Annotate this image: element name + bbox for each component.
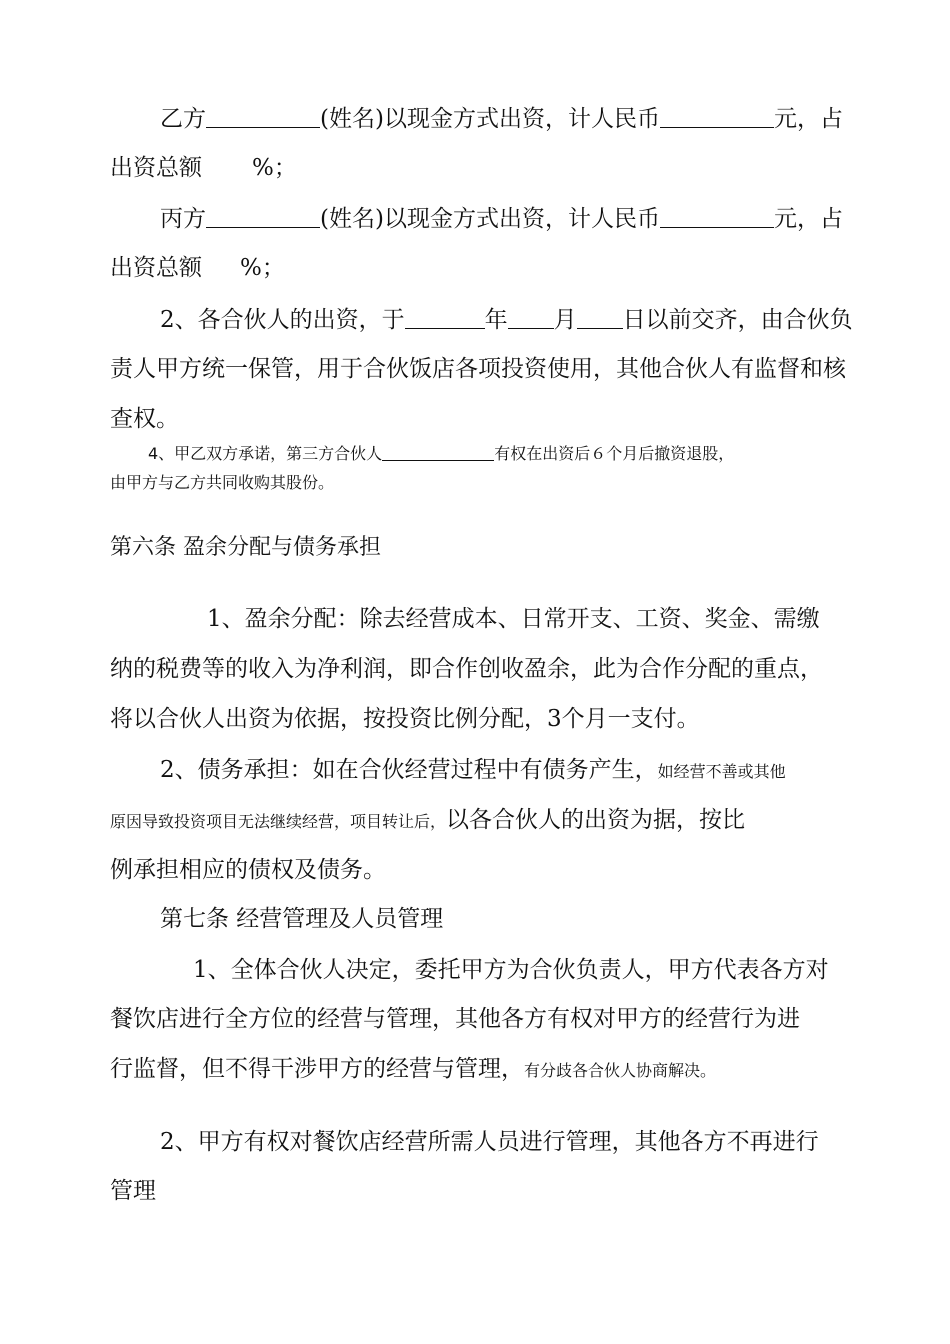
bing-name-blank[interactable] [206, 203, 320, 228]
article6-p1-line1: 1、盈余分配：除去经营成本、日常开支、工资、奖金、需缴 [207, 606, 820, 632]
yi-share-percent: %； [252, 155, 297, 181]
item2-month: 月 [553, 307, 577, 333]
article7-p1-l3b: 有分歧各合伙人协商解决。 [524, 1061, 717, 1080]
article7-p2-line1: 2、甲方有权对餐饮店经营所需人员进行管理，其他各方不再进行 [160, 1129, 819, 1155]
item2-line2: 责人甲方统一保管，用于合伙饭店各项投资使用，其他合伙人有监督和核 [110, 356, 846, 382]
article6-title: 第六条 盈余分配与债务承担 [110, 535, 381, 560]
article6-p1-line2: 纳的税费等的收入为净利润，即合作创收盈余，此为合作分配的重点， [110, 656, 823, 682]
bing-party-end: 元，占 [773, 206, 843, 232]
yi-name-blank[interactable] [206, 103, 320, 128]
yi-party-line [160, 103, 843, 134]
yi-party-end: 元，占 [773, 106, 843, 132]
yi-party-label: 乙方 [160, 106, 206, 132]
article6-p2-l1b: 如经营不善或其他 [657, 762, 786, 781]
bing-amount-blank[interactable] [660, 203, 774, 228]
article7-p1-line2: 餐饮店进行全方位的经营与管理，其他各方有权对甲方的经营行为进 [110, 1006, 800, 1032]
article7-title: 第七条 经营管理及人员管理 [160, 906, 444, 932]
item2-line3: 查权。 [110, 406, 179, 432]
day-blank[interactable] [577, 304, 623, 329]
article6-p2-l2a: 原因导致投资项目无法继续经营，项目转让后， [110, 812, 447, 831]
item4-start: 4、甲乙双方承诺，第三方合伙人 [148, 444, 383, 463]
yi-share-label: 出资总额 [110, 155, 202, 181]
bing-share-label: 出资总额 [110, 255, 202, 281]
article6-p2-line1 [160, 755, 786, 787]
item2-day-end: 日以前交齐，由合伙负 [622, 307, 853, 333]
bing-party-line [160, 203, 843, 234]
article6-p2-l2b: 以各合伙人的出资为据，按比 [446, 807, 746, 833]
article7-p2-line2: 管理 [110, 1178, 156, 1204]
bing-share-line [110, 253, 285, 283]
year-blank[interactable] [405, 304, 485, 329]
yi-amount-blank[interactable] [660, 103, 774, 128]
yi-party-middle: (姓名)以现金方式出资，计人民币 [320, 106, 660, 132]
bing-share-percent: %； [240, 255, 285, 281]
article7-p1-line3 [110, 1054, 716, 1086]
item2-year: 年 [484, 307, 508, 333]
article6-p2-l1a: 2、债务承担：如在合伙经营过程中有债务产生， [160, 757, 658, 783]
month-blank[interactable] [508, 304, 554, 329]
bing-party-middle: (姓名)以现金方式出资，计人民币 [320, 206, 660, 232]
item4-end: 有权在出资后６个月后撤资退股， [494, 444, 735, 463]
item4-line2: 由甲方与乙方共同收购其股份。 [110, 473, 335, 492]
article7-p1-line1: 1、全体合伙人决定，委托甲方为合伙负责人，甲方代表各方对 [193, 957, 829, 983]
article6-p2-line2 [110, 805, 745, 837]
article6-p2-line3: 例承担相应的债权及债务。 [110, 857, 386, 883]
article6-p1-line3: 将以合伙人出资为依据，按投资比例分配，3个月一支付。 [110, 706, 700, 732]
item2-start: 2、各合伙人的出资，于 [160, 307, 405, 333]
bing-party-label: 丙方 [160, 206, 206, 232]
yi-share-line [110, 153, 297, 183]
article7-p1-l3a: 行监督，但不得干涉甲方的经营与管理， [110, 1056, 524, 1082]
item2-line1 [160, 304, 853, 335]
third-partner-blank[interactable] [382, 442, 494, 461]
item4-line1 [148, 442, 734, 466]
